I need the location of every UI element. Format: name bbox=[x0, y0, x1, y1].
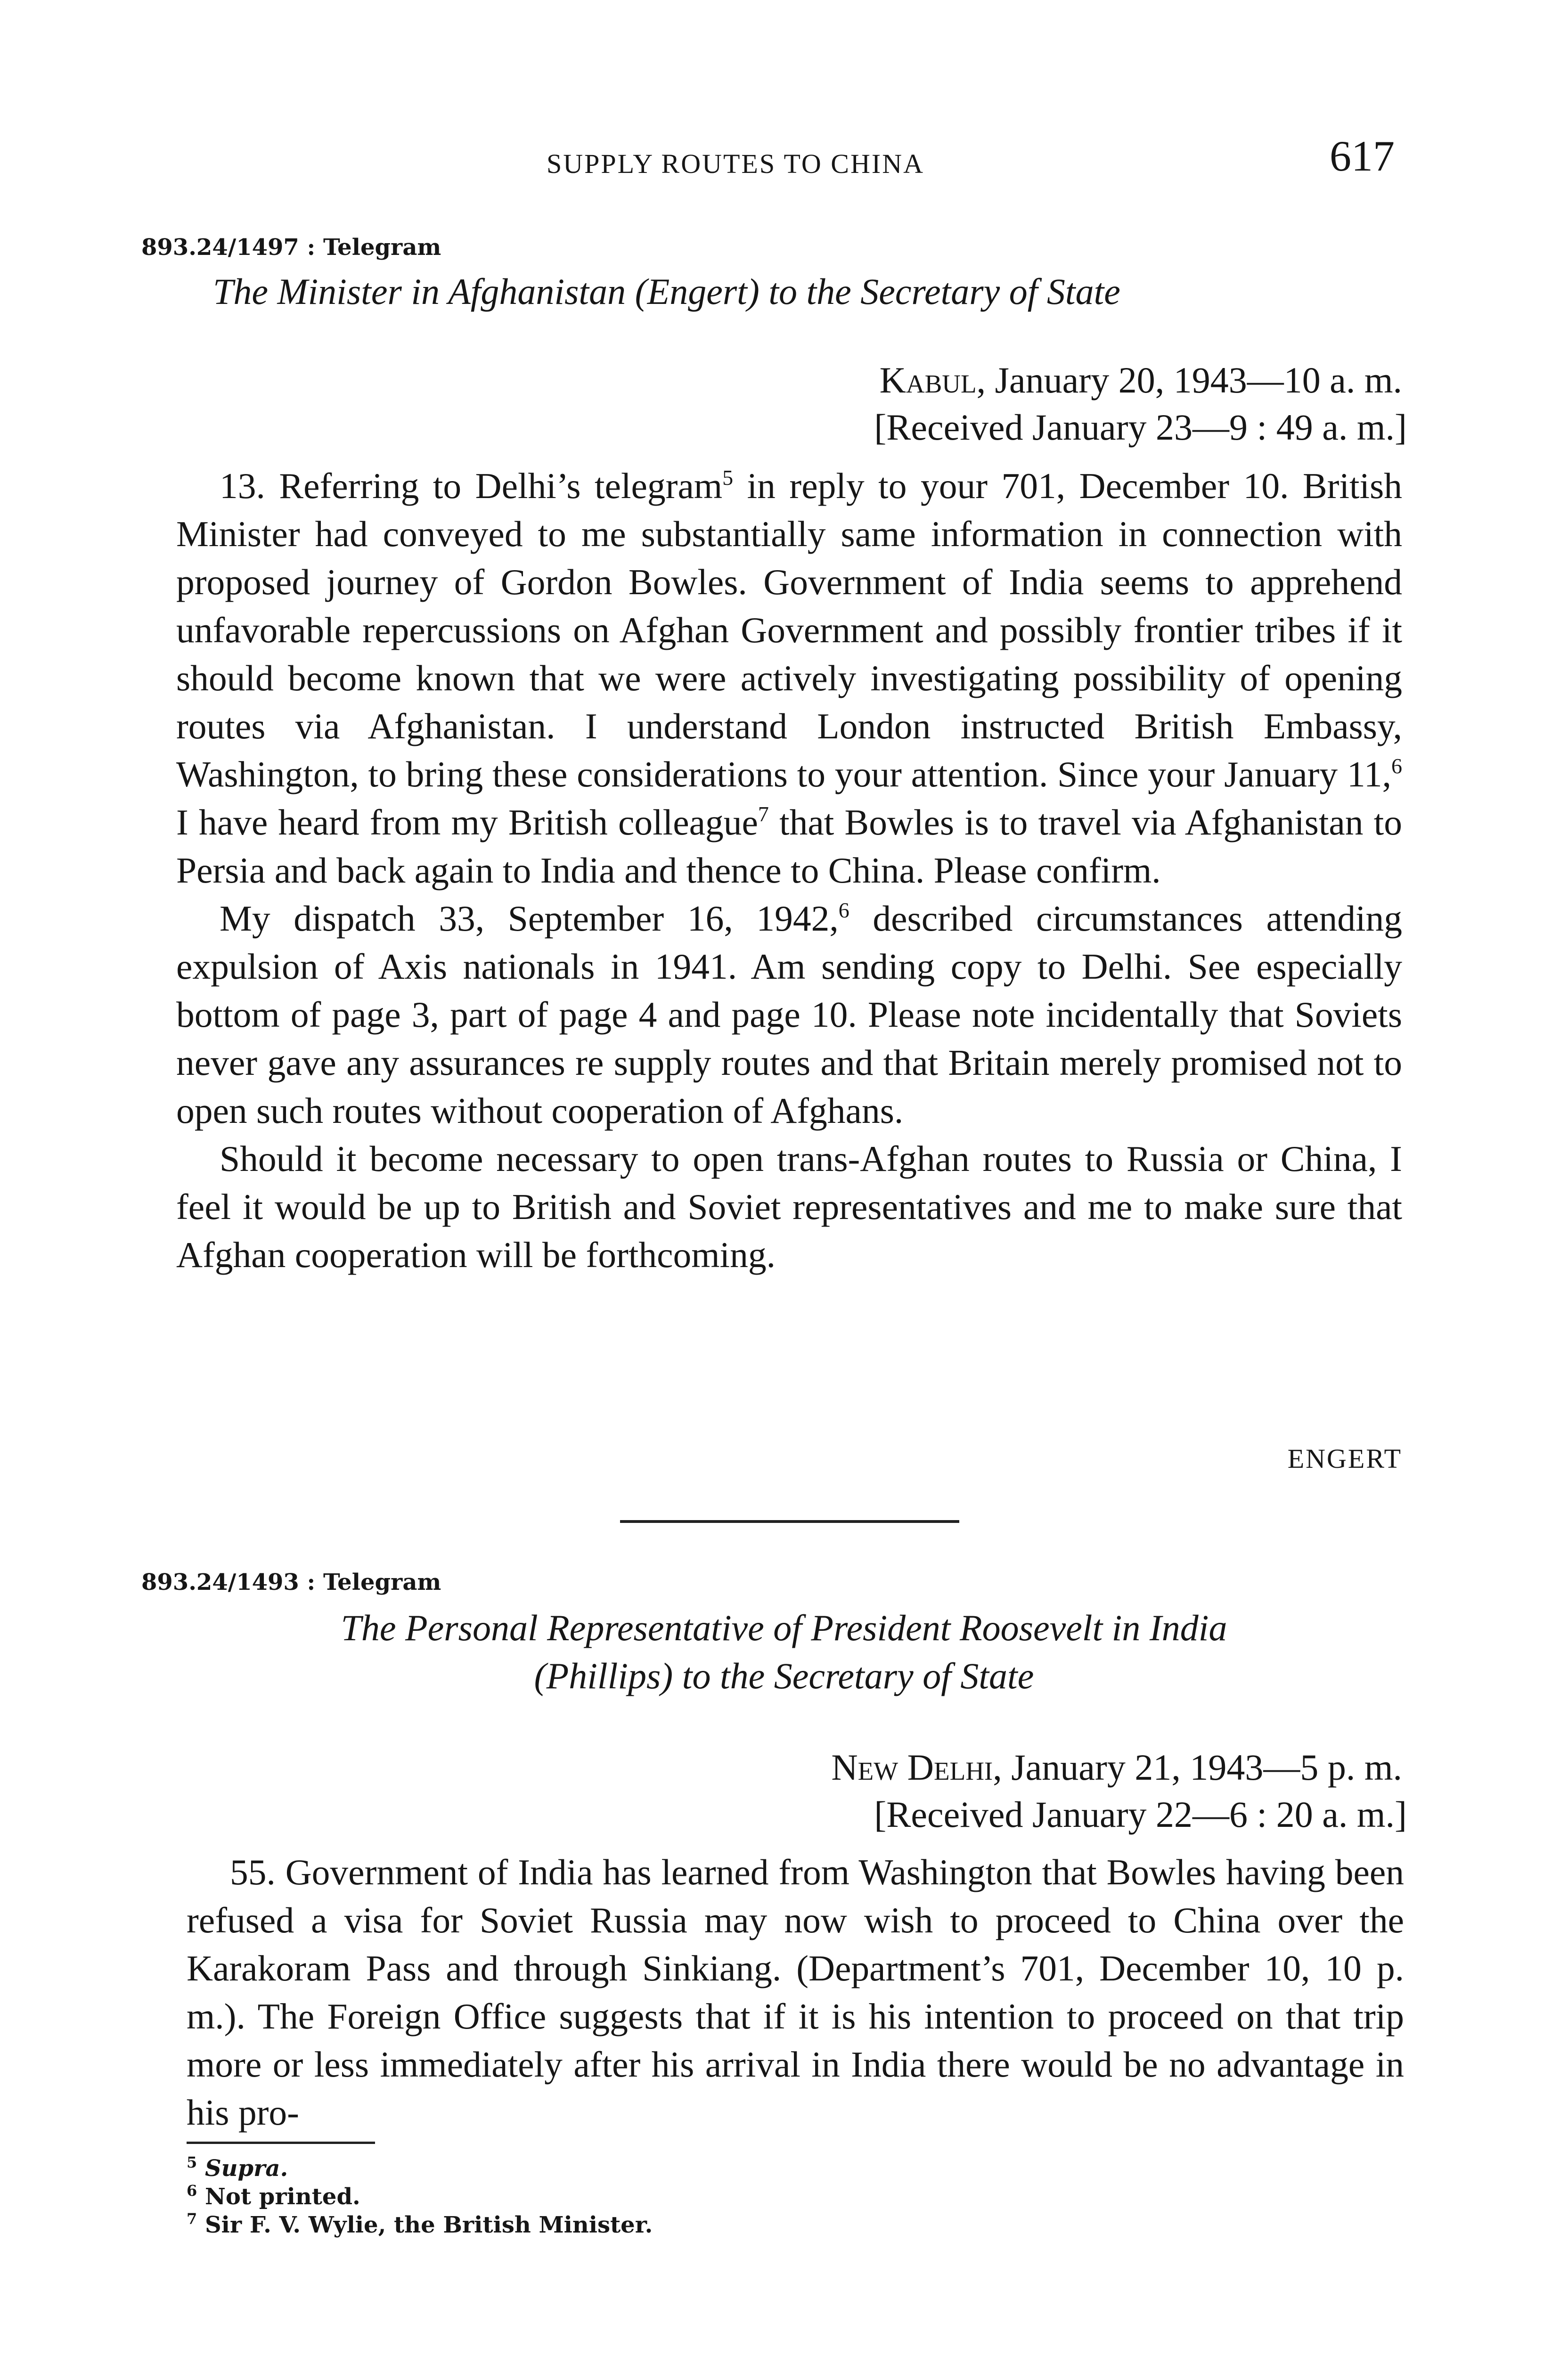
paragraph bbox=[176, 894, 1402, 1135]
telegram-body bbox=[187, 1848, 1404, 2136]
section-divider bbox=[620, 1520, 959, 1523]
paragraph-text: I have heard from my British colleague bbox=[176, 802, 758, 843]
signature: ENGERT bbox=[1287, 1443, 1402, 1474]
paragraph-text: described circumstances attending expulsion of Axis nationals in 1941. Am sending copy to Delhi. See especially bottom of page 3, part of page 4 and page 10. Please note incidentally that Soviets never gave any assurances re supply routes and that Britain merely promised not to open such routes without cooperation of Afghans. bbox=[176, 898, 1402, 1131]
dateline bbox=[880, 359, 1402, 401]
dateline-date: , January 21, 1943—5 p. m. bbox=[993, 1747, 1402, 1788]
dateline bbox=[831, 1746, 1402, 1789]
dateline-place: Kabul bbox=[879, 360, 977, 401]
footnote-marker: 6 bbox=[187, 2182, 197, 2200]
paragraph-text: that Bowles is to travel via Afghanistan to Persia and back again to India and thence to China. Please confirm. bbox=[176, 802, 1402, 891]
paragraph-text: 13. Referring to Delhi’s telegram bbox=[220, 466, 723, 506]
dateline-date: , January 20, 1943—10 a. m. bbox=[976, 360, 1402, 401]
footnote-marker: 6 bbox=[838, 898, 849, 922]
footnote-marker: 6 bbox=[1391, 754, 1402, 778]
paragraph: Should it become necessary to open trans-Afghan routes to Russia or China, I feel it would be up to British and Soviet representatives and me to make sure that Afghan cooperation will be forthcoming. bbox=[176, 1138, 1402, 1275]
footnote bbox=[187, 2155, 288, 2182]
footnote bbox=[187, 2212, 653, 2238]
paragraph-text: My dispatch 33, September 16, 1942, bbox=[220, 898, 839, 939]
document-heading: (Phillips) to the Secretary of State bbox=[534, 1655, 1034, 1696]
footnote-text: Not printed. bbox=[204, 2184, 360, 2210]
page-number: 617 bbox=[1330, 132, 1395, 180]
footnote bbox=[187, 2184, 360, 2210]
document-heading: The Personal Representative of President Roosevelt in India bbox=[341, 1607, 1227, 1648]
file-reference: 893.24/1493 : Telegram bbox=[141, 1569, 441, 1595]
dateline-place: New Delhi bbox=[831, 1747, 993, 1788]
document-heading: The Minister in Afghanistan (Engert) to the Secretary of State bbox=[213, 271, 1120, 312]
file-reference: 893.24/1497 : Telegram bbox=[141, 234, 441, 261]
footnote-marker: 5 bbox=[722, 466, 734, 490]
telegram-body bbox=[176, 462, 1402, 1279]
footnote-marker: 5 bbox=[187, 2153, 197, 2171]
footnote-text: Supra. bbox=[204, 2155, 288, 2182]
footnote-rule bbox=[187, 2142, 375, 2144]
running-head: SUPPLY ROUTES TO CHINA bbox=[547, 148, 924, 179]
footnote-marker: 7 bbox=[758, 802, 769, 826]
footnote-text: Sir F. V. Wylie, the British Minister. bbox=[204, 2212, 653, 2238]
paragraph bbox=[176, 462, 1402, 894]
received-line: [Received January 22—6 : 20 a. m.] bbox=[874, 1794, 1407, 1835]
footnote-marker: 7 bbox=[187, 2210, 197, 2228]
paragraph: 55. Government of India has learned from Washington that Bowles having been refused a visa for Soviet Russia may now wish to proceed to China over the Karakoram Pass and through Sinkiang. (Department’s 701, December 10, 10 p. m.). The Foreign Office suggests that if it is his intention to proceed on that trip more or less immediately after his arrival in India there would be no advantage in his pro- bbox=[187, 1852, 1404, 2133]
paragraph-text: in reply to your 701, December 10. British Minister had conveyed to me substantially same information in connection with proposed journey of Gordon Bowles. Government of India seems to apprehend unfavorable repercussions on Afghan Government and possibly frontier tribes if it should become known that we were actively investigating possibility of opening routes via Afghanistan. I understand London instructed British Embassy, Washington, to bring these considerations to your attention. Since your January 11, bbox=[176, 466, 1402, 794]
received-line: [Received January 23—9 : 49 a. m.] bbox=[874, 407, 1407, 448]
